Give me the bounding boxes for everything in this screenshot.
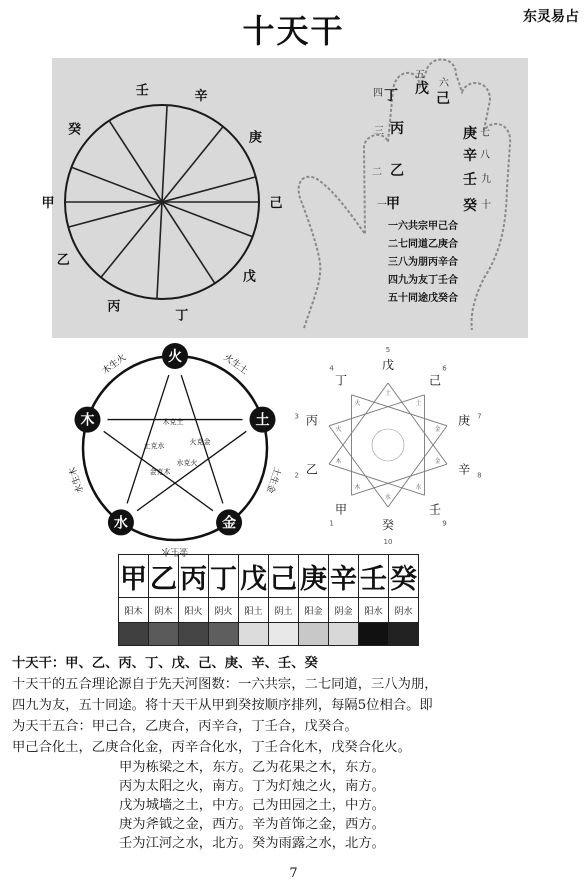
star-line xyxy=(329,426,388,507)
wheel-stem-label: 壬 xyxy=(135,83,149,99)
hand-number-label: 十 xyxy=(481,200,491,211)
star-inner-label: 水 xyxy=(415,484,422,492)
hand-stem-label: 戊 xyxy=(415,81,429,97)
star-stem-label: 戊 xyxy=(381,358,395,372)
brand-label: 东灵易占 xyxy=(523,9,579,25)
wheel-hand-panel xyxy=(41,58,528,338)
rule-2: 二七同道乙庚合 xyxy=(388,239,458,250)
text-line-2: 十天干的五合理论源自于先天河图数：一六共宗，二七同道，三八为朋， xyxy=(12,677,438,692)
generating-label: 火生土 xyxy=(221,352,250,377)
element-node-label: 木 xyxy=(80,412,95,429)
star-stem-label: 辛 xyxy=(458,462,471,477)
star-number-label: 4 xyxy=(329,364,334,373)
generating-label: 木生火 xyxy=(100,352,129,377)
star-stem-label: 丙 xyxy=(305,413,318,428)
element-node-label: 火 xyxy=(168,349,182,365)
wheel-stem-label: 戊 xyxy=(242,269,256,285)
stem-wheel xyxy=(41,83,282,324)
text-line-10: 壬为江河之水，北方。癸为雨露之水，北方。 xyxy=(119,836,385,851)
hand-number-label: 二 xyxy=(372,167,382,178)
stem-cell: 辛 xyxy=(329,555,359,598)
text-line-3: 四九为友，五十同途。将十天干从甲到癸按顺序排列，每隔5位相合。即 xyxy=(12,698,433,713)
star-inner-label: 水 xyxy=(384,494,392,501)
star-inner-label: 火 xyxy=(335,425,342,433)
color-swatch-cell xyxy=(239,623,269,646)
star-stem-label: 丁 xyxy=(334,373,347,388)
star-line xyxy=(329,383,388,464)
element-node-label: 土 xyxy=(255,412,270,429)
star-number-label: 2 xyxy=(294,471,299,480)
star-line xyxy=(329,464,424,495)
star-line xyxy=(388,426,447,507)
star-stem-label: 甲 xyxy=(334,502,347,517)
overcoming-label: 土克水 xyxy=(143,442,165,450)
wheel-stem-label: 癸 xyxy=(68,122,82,138)
star-line xyxy=(388,383,447,464)
generating-label: 金生水 xyxy=(161,546,189,556)
generating-label: 土生金 xyxy=(264,465,282,495)
hand-stem-label: 甲 xyxy=(386,196,400,212)
wheel-stem-label: 甲 xyxy=(41,196,55,211)
star-number-label: 5 xyxy=(385,346,391,354)
yin-yang-cell: 阴火 xyxy=(209,598,239,623)
color-swatch-cell xyxy=(269,623,299,646)
star-stem-label: 癸 xyxy=(381,518,395,532)
color-swatch-cell xyxy=(299,623,329,646)
color-swatch-cell xyxy=(119,623,149,646)
generating-cycle xyxy=(80,356,270,540)
hand-number-label: 六 xyxy=(439,78,449,89)
hand-stem-label: 己 xyxy=(436,91,450,107)
overcoming-label: 木克土 xyxy=(162,418,184,426)
star-number-label: 8 xyxy=(477,471,482,480)
stem-cell: 丙 xyxy=(179,555,209,598)
color-swatch-cell xyxy=(149,623,179,646)
yin-yang-cell: 阳金 xyxy=(299,598,329,623)
star-line xyxy=(352,464,447,495)
yin-yang-cell: 阴金 xyxy=(329,598,359,623)
stem-cell: 丁 xyxy=(209,555,239,598)
star-inner-label: 金 xyxy=(434,425,441,433)
star-number-label: 1 xyxy=(329,519,334,528)
star-line xyxy=(352,395,447,426)
overcoming-label: 火克金 xyxy=(189,438,211,446)
text-line-4: 为天干五合：甲己合，乙庚合，丙辛合，丁壬合，戊癸合。 xyxy=(12,719,358,734)
stem-cell: 戊 xyxy=(239,555,269,598)
stem-cell: 己 xyxy=(269,555,299,598)
stem-cell: 乙 xyxy=(149,555,179,598)
five-elements-diagram xyxy=(60,340,290,556)
text-line-9: 庚为斧钺之金，西方。辛为首饰之金，西方。 xyxy=(119,817,385,832)
star-number-label: 10 xyxy=(383,538,393,546)
text-line-6: 甲为栋梁之木，东方。乙为花果之木，东方。 xyxy=(119,760,385,775)
stem-cell: 癸 xyxy=(389,555,419,598)
wheel-stem-label: 辛 xyxy=(194,88,208,104)
star-stem-label: 壬 xyxy=(429,502,442,517)
star-inner-label: 火 xyxy=(354,399,361,407)
body-text xyxy=(12,653,580,853)
star-inner-label: 土 xyxy=(384,390,392,397)
hand-number-label: 五 xyxy=(415,70,425,81)
star-stem-label: 庚 xyxy=(458,413,471,428)
yin-yang-cell: 阴土 xyxy=(269,598,299,623)
yin-yang-cell: 阳土 xyxy=(239,598,269,623)
color-swatch-cell xyxy=(359,623,389,646)
yin-yang-cell: 阴木 xyxy=(149,598,179,623)
overcoming-label: 金克木 xyxy=(149,468,171,476)
hand-stem-label: 辛 xyxy=(463,148,477,164)
overcoming-line xyxy=(127,375,169,503)
star-number-label: 9 xyxy=(442,519,447,528)
page-number: 7 xyxy=(289,866,298,881)
hand-number-label: 八 xyxy=(480,150,490,161)
hand-stem-label: 壬 xyxy=(463,172,477,188)
rule-5: 五十同途戊癸合 xyxy=(388,293,458,304)
yin-yang-cell: 阴水 xyxy=(389,598,419,623)
element-node-label: 金 xyxy=(222,515,237,532)
star-stem-label: 己 xyxy=(429,373,442,388)
stem-cell: 壬 xyxy=(359,555,389,598)
generating-label: 水生木 xyxy=(68,465,86,495)
overcoming-label: 水克火 xyxy=(176,459,198,467)
wheel-stem-label: 己 xyxy=(269,196,283,211)
star-inner-label: 金 xyxy=(434,458,441,466)
star-center xyxy=(372,429,404,461)
star-inner-label: 土 xyxy=(415,399,422,407)
text-line-1: 十天干：甲、乙、丙、丁、戊、己、庚、辛、壬、癸 xyxy=(12,656,318,671)
hand-stem-label: 丙 xyxy=(390,121,404,137)
text-line-5: 甲己合化土，乙庚合化金，丙辛合化水，丁壬合化木，戊癸合化火。 xyxy=(12,740,411,755)
page-title: 十天干 xyxy=(242,12,345,50)
stem-table xyxy=(118,554,419,646)
text-line-7: 丙为太阳之火，南方。丁为灯烛之火，南方。 xyxy=(119,779,385,794)
wheel-stem-label: 庚 xyxy=(248,130,262,146)
hand-number-label: 三 xyxy=(374,126,384,137)
star-number-label: 3 xyxy=(294,412,299,421)
star-line xyxy=(329,395,424,426)
wheel-stem-label: 乙 xyxy=(56,253,70,268)
hand-stem-label: 癸 xyxy=(463,198,477,214)
text-line-8: 戊为城墙之土，中方。己为田园之土，中方。 xyxy=(119,798,385,813)
rule-3: 三八为朋丙辛合 xyxy=(388,257,458,268)
star-number-label: 7 xyxy=(477,412,482,421)
ten-star-diagram xyxy=(292,345,492,550)
yin-yang-cell: 阳水 xyxy=(359,598,389,623)
hand-number-label: 四 xyxy=(373,88,383,99)
color-swatch-cell xyxy=(179,623,209,646)
star-stem-label: 乙 xyxy=(305,462,318,477)
hand-number-label: 一 xyxy=(377,200,387,211)
yin-yang-cell: 阳木 xyxy=(119,598,149,623)
wheel-stem-label: 丁 xyxy=(175,308,189,324)
hand-number-label: 七 xyxy=(480,128,490,139)
element-node-label: 水 xyxy=(113,515,128,532)
stem-cell: 庚 xyxy=(299,555,329,598)
rule-1: 一六共宗甲己合 xyxy=(388,221,458,232)
hand-number-label: 九 xyxy=(481,174,491,185)
color-swatch-cell xyxy=(209,623,239,646)
star-inner-label: 木 xyxy=(335,458,342,466)
star-number-label: 6 xyxy=(442,364,447,373)
hand-stem-label: 丁 xyxy=(384,88,398,104)
hand-rules xyxy=(388,218,458,308)
hand-stem-label: 乙 xyxy=(390,163,404,179)
wheel-stem-label: 丙 xyxy=(107,299,121,315)
stem-cell: 甲 xyxy=(119,555,149,598)
yin-yang-cell: 阳火 xyxy=(179,598,209,623)
color-swatch-cell xyxy=(329,623,359,646)
star-inner-label: 木 xyxy=(354,484,361,492)
rule-4: 四九为友丁壬合 xyxy=(388,275,458,286)
hand-stem-label: 庚 xyxy=(463,126,477,142)
color-swatch-cell xyxy=(389,623,419,646)
